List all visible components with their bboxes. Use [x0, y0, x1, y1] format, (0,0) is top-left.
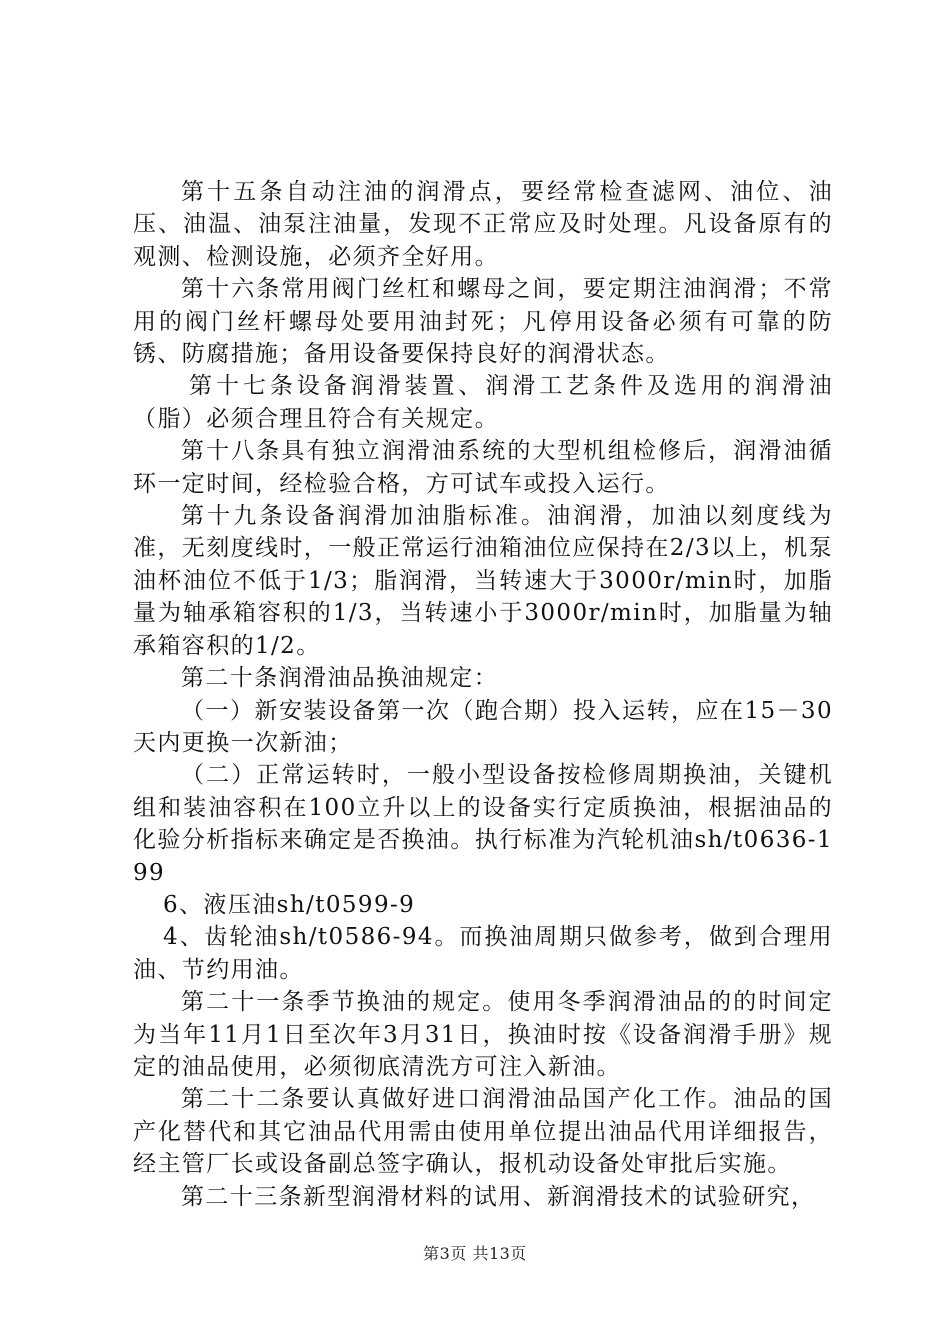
hydraulic-oil-standard-line: 6、液压油sh/t0599-9 — [163, 891, 416, 918]
article-20-item-1: （一）新安装设备第一次（跑合期）投入运转，应在15－30天内更换一次新油； — [133, 697, 833, 756]
article-16-paragraph: 第十六条常用阀门丝杠和螺母之间，要定期注油润滑；不常用的阀门丝杆螺母处要用油封死；凡停用设备必须有可靠的防锈、防腐措施；备用设备要保持良好的润滑状态。 — [133, 276, 833, 368]
document-body — [133, 176, 833, 1213]
article-23-paragraph: 第二十三条新型润滑材料的试用、新润滑技术的试验研究， — [181, 1183, 816, 1210]
gear-oil-standard-line: 4、齿轮油sh/t0586-94。而换油周期只做参考，做到合理用油、节约用油。 — [133, 924, 833, 983]
page-number-indicator: 第3页 共13页 — [423, 1244, 527, 1263]
article-18-paragraph: 第十八条具有独立润滑油系统的大型机组检修后，润滑油循环一定时间，经检验合格，方可试车或投入运行。 — [133, 438, 833, 497]
article-22-paragraph: 第二十二条要认真做好进口润滑油品国产化工作。油品的国产化替代和其它油品代用需由使用单位提出油品代用详细报告，经主管厂长或设备副总签字确认，报机动设备处审批后实施。 — [133, 1086, 833, 1178]
page-footer — [0, 1241, 950, 1264]
article-17-paragraph: 第十七条设备润滑装置、润滑工艺条件及选用的润滑油（脂）必须合理且符合有关规定。 — [133, 373, 833, 432]
article-21-paragraph: 第二十一条季节换油的规定。使用冬季润滑油品的的时间定为当年11月1日至次年3月31日，换油时按《设备润滑手册》规定的油品使用，必须彻底清洗方可注入新油。 — [133, 989, 833, 1080]
article-19-paragraph: 第十九条设备润滑加油脂标准。油润滑，加油以刻度线为准，无刻度线时，一般正常运行油箱油位应保持在2/3以上，机泵油杯油位不低于1/3；脂润滑，当转速大于3000r/min时，加脂量为轴承箱容积的1/3，当转速小于3000r/min时，加脂量为轴承箱容积的1/2。 — [133, 503, 834, 659]
article-20-paragraph: 第二十条润滑油品换油规定： — [181, 665, 499, 692]
article-15-paragraph: 第十五条自动注油的润滑点，要经常检查滤网、油位、油压、油温、油泵注油量，发现不正常应及时处理。凡设备原有的观测、检测设施，必须齐全好用。 — [133, 179, 833, 270]
article-20-item-2: （二）正常运转时，一般小型设备按检修周期换油，关键机组和装油容积在100立升以上的设备实行定质换油，根据油品的化验分析指标来确定是否换油。执行标准为汽轮机油sh/t0636-199 — [133, 762, 833, 886]
